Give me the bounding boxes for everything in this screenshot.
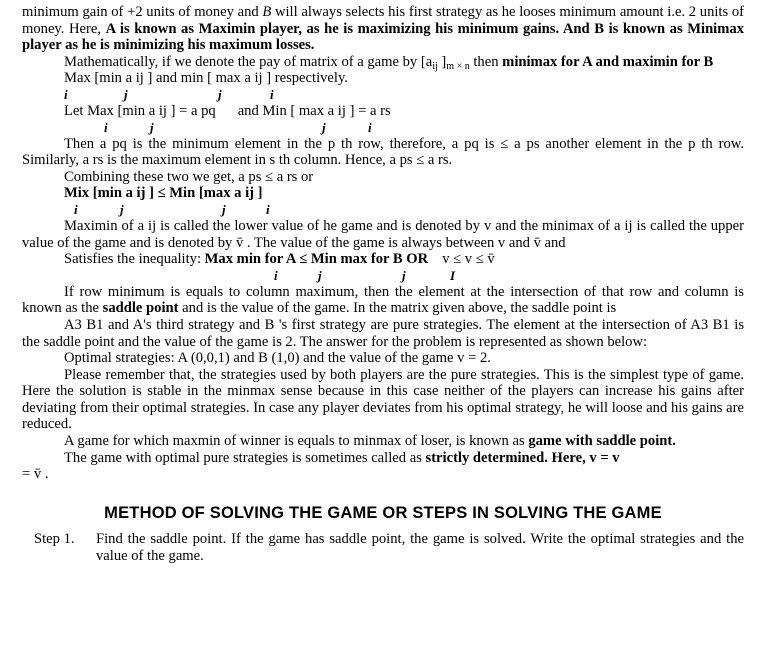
index-mark: I [450, 267, 456, 283]
line-optimal-strategies: Optimal strategies: A (0,0,1) and B (1,0) and the value of the game v = 2. [64, 350, 491, 367]
index-mark: i [64, 86, 68, 102]
index-mark: j [318, 267, 322, 283]
text-span: A game for which maxmin of winner is equals to minmax of loser, is known as [64, 433, 529, 450]
text-span: v ≤ v ≤ v̄ [442, 251, 495, 268]
index-mark: j [150, 119, 154, 135]
line-value-equals: = v̄ . [22, 466, 49, 483]
step-text: Find the saddle point. If the game has saddle point, the game is solved. Write the optimal strategies and the value of the game. [96, 531, 744, 565]
text-span: Satisfies the inequality: [64, 251, 205, 268]
index-row [22, 120, 744, 136]
step-label: Step 1. [34, 531, 75, 548]
index-mark: j [124, 86, 128, 102]
paragraph-strictly-determined [22, 450, 744, 467]
index-mark: j [222, 201, 226, 217]
index-mark: j [402, 267, 406, 283]
bold-text: minimax for A and maximin for B [502, 53, 714, 70]
text-span: will always selects his first strategy as he looses minimum amount i.e. 2 units of money. Here, [22, 4, 744, 37]
bold-text: saddle point [102, 300, 179, 317]
subscript: ij [432, 60, 438, 72]
bold-text: A is known as Maximin player, as he is maximizing his minimum gains. And B is known as Minimax player as he is minimizing his maximum losses. [22, 20, 744, 54]
text-span: If row minimum is equals to column maximum, then the element at the intersection of that row and column is known as the [22, 283, 744, 317]
step-item [34, 531, 744, 564]
bold-text: Mix [min a ij ] ≤ Min [max a ij ] [64, 185, 263, 202]
text-span: B [262, 4, 272, 20]
equation-mix-min [64, 185, 744, 202]
index-mark: j [322, 119, 326, 135]
text-span: Let Max [min a ij ] = a pq [64, 102, 216, 119]
text-span: The game with optimal pure strategies is sometimes called as [64, 449, 426, 466]
paragraph-maximin-minimax [22, 4, 744, 54]
index-mark: j [218, 86, 222, 102]
paragraph-please-remember: Please remember that, the strategies used by both players are the pure strategies. This is the simplest type of game. Here the solution is stable in the minmax sense because in this case neither of the players can increase his gains after deviating from their optimal strategies. In case any player deviates from his optimal strategy, he will loose and his gains are reduced. [22, 366, 744, 433]
index-mark: j [120, 201, 124, 217]
text-span: then [469, 53, 503, 70]
index-mark: i [266, 201, 270, 217]
bold-text: game with saddle point. [528, 433, 676, 450]
index-row [22, 87, 744, 103]
text-span: ] [437, 53, 447, 70]
paragraph-then-apq: Then a pq is the minimum element in the p th row, therefore, a pq is ≤ a ps another element in the p th row. Similarly, a rs is the maximum element in s th column. Hence, a ps ≤ a rs. [22, 135, 744, 169]
paragraph-game-with-saddle [22, 433, 744, 450]
index-mark: i [270, 86, 274, 102]
paragraph-row-minimum [22, 284, 744, 317]
index-row [22, 268, 744, 284]
index-mark: i [274, 267, 278, 283]
text-span: Mathematically, if we denote the pay of matrix of a game by [a [64, 53, 433, 70]
text-span: and Min [ max a ij ] = a rs [237, 102, 391, 119]
index-mark: i [74, 201, 78, 217]
equation-let-max [64, 103, 744, 120]
section-heading: METHOD OF SOLVING THE GAME OR STEPS IN SOLVING THE GAME [104, 503, 662, 522]
paragraph-maximin-lower-value: Maximin of a ij is called the lower value of he game and is denoted by v and the minimax of a ij is called the upper value of the game and is denoted by v̄ . The value of the game is always between v and v̄ and [22, 217, 744, 251]
document-page [22, 4, 744, 565]
line-inequality [64, 251, 744, 268]
index-mark: i [104, 119, 108, 135]
paragraph-pure-strategies: A3 B1 and A's third strategy and B 's first strategy are pure strategies. The element at the intersection of A3 B1 is the saddle point and the value of the game is 2. The answer for the problem is represented as shown below: [22, 316, 744, 350]
text-span: and is the value of the game. In the matrix given above, the saddle point is [178, 300, 617, 317]
line-combining: Combining these two we get, a ps ≤ a rs or [64, 168, 314, 185]
text-span: minimum gain of +2 units of money and [22, 4, 263, 20]
equation-max-min: Max [min a ij ] and min [ max a ij ] respectively. [64, 70, 348, 87]
index-mark: i [368, 119, 372, 135]
paragraph-mathematically [22, 54, 744, 71]
bold-text: strictly determined. Here, v = v [425, 449, 620, 466]
bold-text: Max min for A ≤ Min max for B OR [204, 251, 429, 268]
subscript: m × n [446, 60, 470, 72]
index-row [22, 202, 744, 218]
